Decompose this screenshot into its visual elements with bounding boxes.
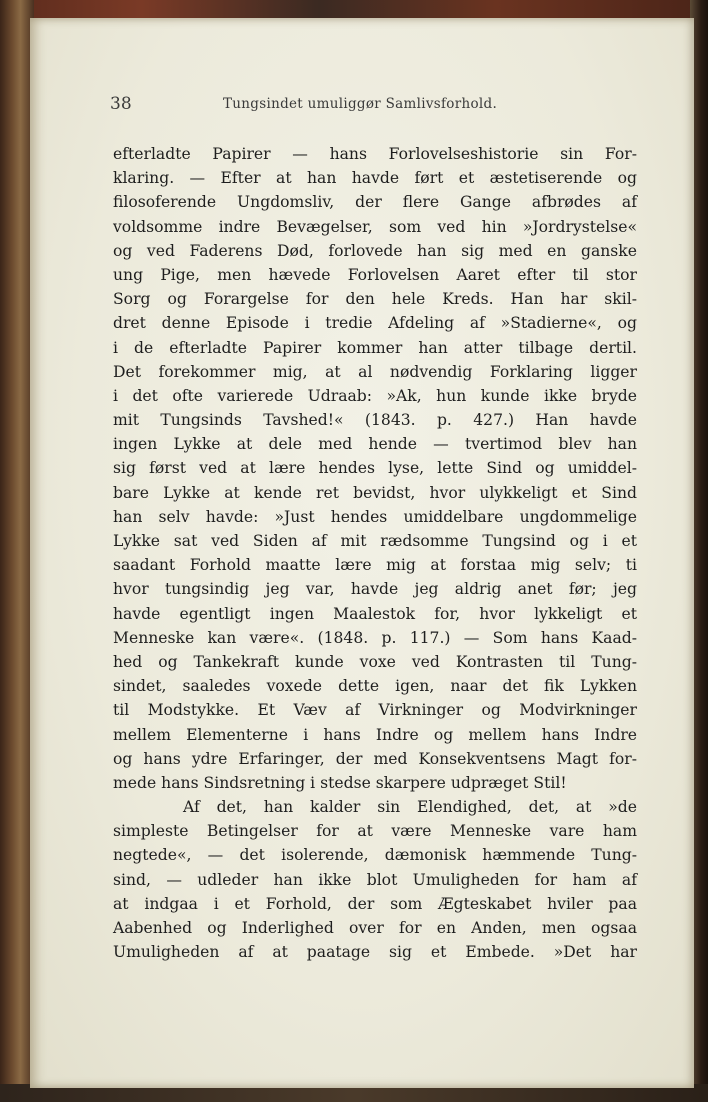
text-line: simpleste Betingelser for at være Menneske vare ham [113,822,637,841]
text-line: bare Lykke at kende ret bevidst, hvor ulykkeligt et Sind [113,483,637,502]
text-line: efterladte Papirer — hans Forlovelseshistorie sin For- [113,145,637,163]
text-line: negtede«, — det isolerende, dæmonisk hæmmende Tung- [113,846,637,865]
book-spine-edge [0,0,34,1102]
text-line: Menneske kan være«. (1848. p. 117.) — Som hans Kaad- [113,628,637,647]
text-line: klaring. — Efter at han havde ført et æstetiserende og [113,169,637,188]
text-line: Sorg og Forargelse for den hele Kreds. Han har skil- [113,290,637,309]
running-head: Tungsindet umuliggør Samlivsforhold. [223,96,498,112]
text-line: til Modstykke. Et Væv af Virkninger og Modvirkninger [113,701,637,720]
text-line: og hans ydre Erfaringer, der med Konsekventsens Magt for- [113,749,637,768]
text-line: sind, — udleder han ikke blot Umuligheden for ham af [113,870,637,889]
paragraph-start-line: Af det, han kalder sin Elendighed, det, at »de [183,798,637,817]
text-line: sig først ved at lære hendes lyse, lette Sind og umiddel- [113,459,637,478]
text-line: sindet, saaledes voxede dette igen, naar det fik Lykken [113,677,637,696]
text-line: saadant Forhold maatte lære mig at forstaa mig selv; ti [113,556,637,575]
text-line: i de efterladte Papirer kommer han atter tilbage dertil. [113,338,637,357]
body-text [113,142,637,964]
text-line: havde egentligt ingen Maalestok for, hvor lykkeligt et [113,604,637,623]
text-line: mit Tungsinds Tavshed!« (1843. p. 427.) Han havde [113,411,637,430]
page-header [110,94,530,118]
text-line: Det forekommer mig, at al nødvendig Forklaring ligger [113,362,637,381]
text-line: ung Pige, men hævede Forlovelsen Aaret efter til stor [113,265,637,284]
page-number: 38 [110,94,132,114]
paragraph-end-line: mede hans Sindsretning i stedse skarpere udpræget Stil! [113,773,567,792]
text-line: dret denne Episode i tredie Afdeling af »Stadierne«, og [113,314,637,333]
text-line: filosoferende Ungdomsliv, der flere Gange afbrødes af [113,193,637,212]
text-line: ingen Lykke at dele med hende — tvertimod blev han [113,435,637,454]
text-line: at indgaa i et Forhold, der som Ægteskabet hviler paa [113,894,637,913]
text-line: Lykke sat ved Siden af mit rædsomme Tungsind og i et [113,532,637,550]
text-line: hed og Tankekraft kunde voxe ved Kontrasten til Tung- [113,652,637,671]
text-line: voldsomme indre Bevægelser, som ved hin »Jordrystelse« [113,217,637,236]
text-line: Umuligheden af at paatage sig et Embede. »Det har [113,943,637,962]
text-line: i det ofte varierede Udraab: »Ak, hun kunde ikke bryde [113,386,637,405]
text-line: og ved Faderens Død, forlovede han sig med en ganske [113,241,637,260]
text-line: han selv havde: »Just hendes umiddelbare ungdommelige [113,507,637,526]
text-line: mellem Elementerne i hans Indre og mellem hans Indre [113,725,637,744]
text-line: Aabenhed og Inderlighed over for en Anden, men ogsaa [113,919,637,937]
text-line: hvor tungsindig jeg var, havde jeg aldrig anet før; jeg [113,580,637,599]
